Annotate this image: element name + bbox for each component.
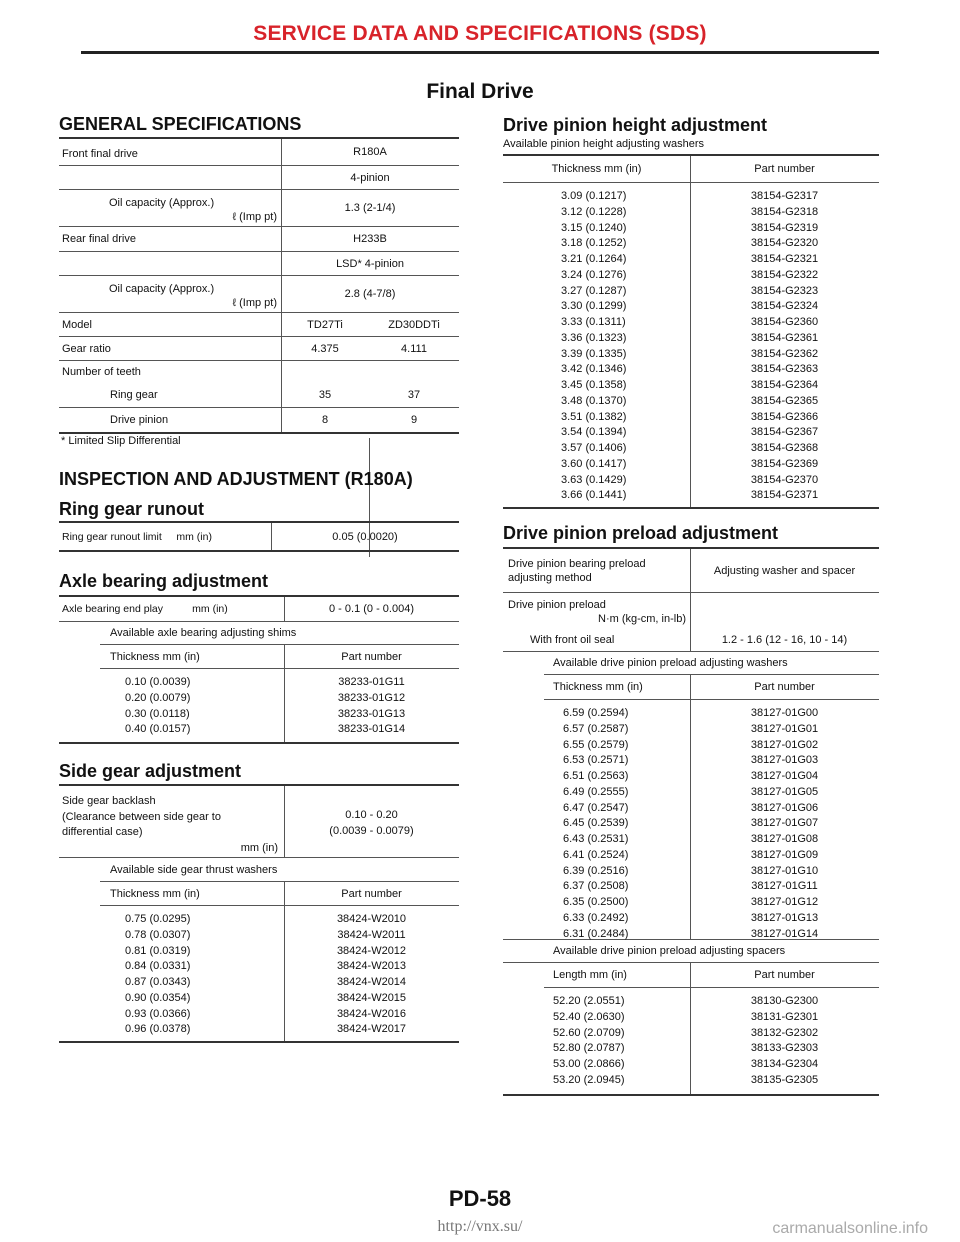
table-row: Available drive pinion preload adjusting washers xyxy=(544,652,879,675)
table-row: Thickness mm (in) Part number xyxy=(503,156,879,183)
axle-heading: Axle bearing adjustment xyxy=(59,571,269,591)
table-row: Available axle bearing adjusting shims xyxy=(100,622,459,645)
table-row: 4-pinion xyxy=(59,166,459,190)
section-header: SERVICE DATA AND SPECIFICATIONS (SDS) xyxy=(253,22,707,45)
general-specs-table xyxy=(59,137,459,434)
table-row: Thickness mm (in) Part number xyxy=(100,645,459,669)
table-row: Thickness mm (in) Part number xyxy=(544,675,879,700)
header-rule xyxy=(81,51,879,54)
side-thickness-list: 0.75 (0.0295) 0.78 (0.0307) 0.81 (0.0319) 0.84 (0.0331) 0.87 (0.0343) 0.90 (0.0354) 0.93 (0.0366) 0.96 (0.0378) xyxy=(125,913,191,1036)
table-row: Drive pinion bearing preload adjusting method Adjusting washer and spacer xyxy=(503,549,879,593)
table-row: Available drive pinion preload adjusting spacers xyxy=(503,940,879,963)
table-row xyxy=(503,700,879,940)
runout-table xyxy=(59,521,459,552)
preload-table xyxy=(503,547,879,1096)
table-row: Thickness mm (in) Part number xyxy=(100,882,459,906)
height-table xyxy=(503,154,879,509)
height-thickness-list: 3.09 (0.1217) 3.12 (0.1228) 3.15 (0.1240) 3.18 (0.1252) 3.21 (0.1264) 3.24 (0.1276) 3.27 (0.1287) 3.30 (0.1299) 3.33 (0.1311) 3.36 (0.1323) 3.39 (0.1335) 3.42 (0.1346) 3.45 (0.1358) 3.48 (0.1370) 3.51 (0.1382) 3.54 (0.1394) 3.57 (0.1406) 3.60 (0.1417) 3.63 (0.1429) 3.66 (0.1441) xyxy=(561,190,627,502)
table-row: Available side gear thrust washers xyxy=(100,858,459,882)
spacer-length-list: 52.20 (2.0551) 52.40 (2.0630) 52.60 (2.0709) 52.80 (2.0787) 53.00 (2.0866) 53.20 (2.0945) xyxy=(553,995,625,1086)
table-row: Model TD27Ti ZD30DDTi xyxy=(59,313,459,337)
watermark: carmanualsonline.info xyxy=(772,1220,928,1237)
side-gear-table xyxy=(59,784,459,1043)
side-gear-heading: Side gear adjustment xyxy=(59,761,242,781)
table-row xyxy=(59,906,459,1041)
table-row: Side gear backlash (Clearance between side gear to differential case) mm (in) 0.10 - 0.20 (0.0039 - 0.0079) xyxy=(59,786,459,858)
table-row: Front final drive R180A xyxy=(59,139,459,166)
axle-table xyxy=(59,595,459,744)
table-row: Oil capacity (Approx.) ℓ (Imp pt) 2.8 (4-7/8) xyxy=(59,276,459,313)
footnote: * Limited Slip Differential xyxy=(61,435,181,447)
table-row: Axle bearing end play mm (in) 0 - 0.1 (0 - 0.004) xyxy=(59,597,459,622)
height-part-list: 38154-G2317 38154-G2318 38154-G2319 38154-G2320 38154-G2321 38154-G2322 38154-G2323 38154-G2324 38154-G2360 38154-G2361 38154-G2362 38154-G2363 38154-G2364 38154-G2365 38154-G2366 38154-G2367 38154-G2368 38154-G2369 38154-G2370 38154-G2371 xyxy=(750,190,819,502)
spacer-part-list: 38130-G2300 38131-G2301 38132-G2302 38133-G2303 38134-G2304 38135-G2305 xyxy=(750,995,819,1086)
table-row xyxy=(59,669,459,742)
page-title: Final Drive xyxy=(426,80,534,103)
table-row: Drive pinion preload N·m (kg-cm, in-lb) With front oil seal 1.2 - 1.6 (12 - 16, 10 - 14) xyxy=(503,593,879,652)
washer-part-list: 38127-01G00 38127-01G01 38127-01G02 38127-01G03 38127-01G04 38127-01G05 38127-01G06 38127-01G07 38127-01G08 38127-01G09 38127-01G10 38127-01G11 38127-01G12 38127-01G13 38127-01G14 xyxy=(750,707,819,940)
table-row: LSD* 4-pinion xyxy=(59,252,459,276)
table-row: Drive pinion 8 9 xyxy=(110,414,418,426)
runout-heading: Ring gear runout xyxy=(59,499,204,519)
table-row: Rear final drive H233B xyxy=(59,227,459,252)
axle-thickness-list: 0.10 (0.0039) 0.20 (0.0079) 0.30 (0.0118) 0.40 (0.0157) xyxy=(125,676,191,736)
table-row xyxy=(503,183,879,507)
table-row: Number of teeth Ring gear 35 37 xyxy=(59,361,459,408)
table-row: Oil capacity (Approx.) ℓ (Imp pt) 1.3 (2-1/4) xyxy=(59,190,459,227)
table-row: Length mm (in) Part number xyxy=(544,963,879,988)
side-part-list: 38424-W2010 38424-W2011 38424-W2012 38424-W2013 38424-W2014 38424-W2015 38424-W2016 38424-W2017 xyxy=(336,913,407,1036)
preload-heading: Drive pinion preload adjustment xyxy=(503,523,779,543)
height-sub: Available pinion height adjusting washers xyxy=(503,138,704,150)
axle-part-list: 38233-01G11 38233-01G12 38233-01G13 38233-01G14 xyxy=(337,676,406,736)
height-heading: Drive pinion height adjustment xyxy=(503,115,768,135)
table-row: Ring gear runout limit mm (in) 0.05 (0.0020) xyxy=(62,530,398,543)
table-row xyxy=(503,988,879,1094)
source-link[interactable]: http://vnx.su/ xyxy=(437,1218,523,1235)
general-heading: GENERAL SPECIFICATIONS xyxy=(59,114,302,134)
inspection-heading: INSPECTION AND ADJUSTMENT (R180A) xyxy=(59,469,413,489)
table-row: Gear ratio 4.375 4.111 xyxy=(59,337,459,361)
washer-thickness-list: 6.59 (0.2594) 6.57 (0.2587) 6.55 (0.2579) 6.53 (0.2571) 6.51 (0.2563) 6.49 (0.2555) 6.47 (0.2547) 6.45 (0.2539) 6.43 (0.2531) 6.41 (0.2524) 6.39 (0.2516) 6.37 (0.2508) 6.35 (0.2500) 6.33 (0.2492) 6.31 (0.2484) xyxy=(563,707,629,940)
page-number: PD-58 xyxy=(448,1186,512,1211)
